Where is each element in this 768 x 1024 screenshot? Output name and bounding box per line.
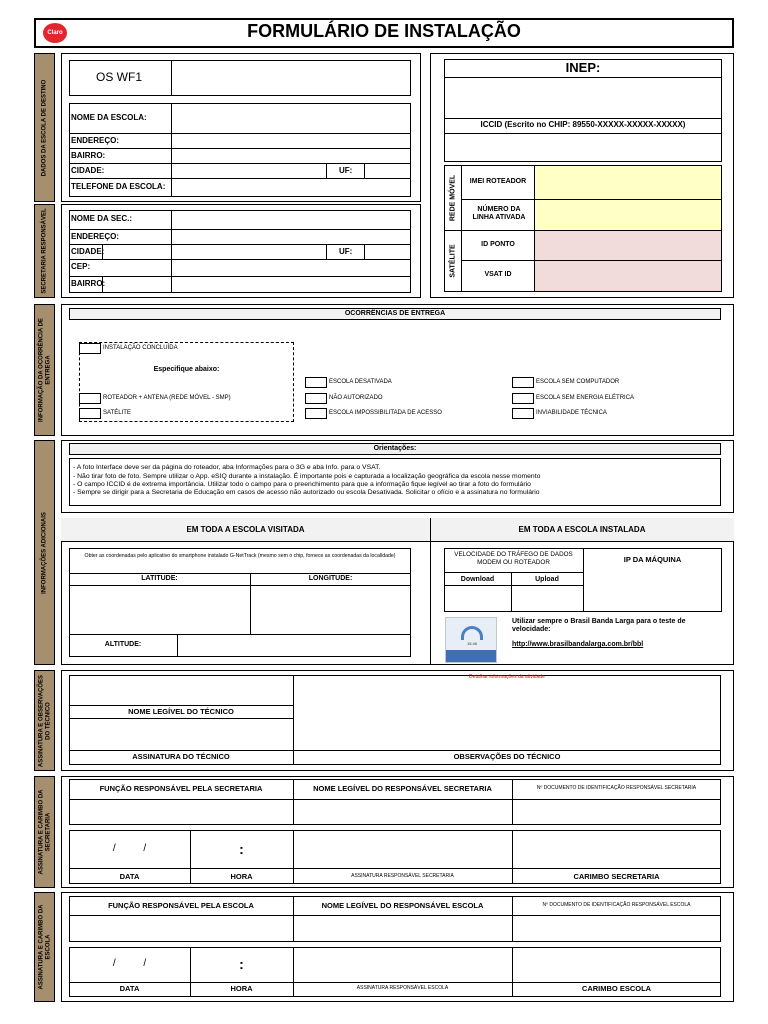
sec-data-label: DATA (119, 872, 140, 881)
numero-cell[interactable] (535, 200, 721, 230)
concluida-label: INSTALAÇÃO CONCLUÍDA (103, 345, 178, 351)
uf-label: UF: (339, 166, 353, 175)
esc-time-colon: : (239, 956, 244, 972)
esc-data-label: DATA (119, 984, 140, 993)
sec-funcao-label: FUNÇÃO RESPONSÁVEL PELA SECRETARIA (99, 784, 263, 793)
side-secretaria: SECRETARIA RESPONSÁVEL (34, 204, 55, 298)
instalada-title: EM TODA A ESCOLA INSTALADA (518, 525, 646, 534)
cidade-label: CIDADE: (71, 166, 105, 175)
tecnico-obs-label: OBSERVAÇÕES DO TÉCNICO (453, 752, 561, 761)
sec-hora-label: HORA (230, 872, 253, 881)
nome-escola-label: NOME DA ESCOLA: (71, 113, 147, 122)
orientacao-item: - Não tirar foto de foto. Sempre utilizar o App. eSIQ durante a instalação. É importante pois e capturada a localização geográfica da escola nesse momento (73, 473, 541, 480)
orientacoes-title: Orientações: (373, 445, 417, 452)
sem-computador-label: ESCOLA SEM COMPUTADOR (536, 379, 620, 385)
speedtest-thumbnail (445, 617, 497, 663)
tecnico-nome-label: NOME LEGÍVEL DO TÉCNICO (128, 707, 234, 716)
esc-hora-label: HORA (230, 984, 253, 993)
impossibilitada-checkbox[interactable] (305, 408, 327, 419)
longitude-label: LONGITUDE: (308, 575, 353, 582)
roteador-label: ROTEADOR + ANTENA (REDE MÓVEL - SMP) (103, 395, 231, 401)
orientacao-item: - Sempre se dirigir para a Secretaria de Educação em casos de acesso não autorizado ou escola Desativada. Solicitar o ofício e a assinatura no formulário (73, 489, 540, 496)
sem-energia-checkbox[interactable] (512, 393, 534, 404)
page-title: FORMULÁRIO DE INSTALAÇÃO (247, 21, 521, 41)
concluida-checkbox[interactable] (79, 343, 101, 354)
bairro-label: BAIRRO: (71, 151, 106, 160)
endereco-label: ENDEREÇO: (71, 136, 120, 145)
detalhar-label: Detalhar informações da atividade (469, 674, 545, 680)
visitada-title: EM TODA A ESCOLA VISITADA (186, 525, 305, 534)
side-esc-sign: ASSINATURA E CARIMBO DA ESCOLA (34, 892, 55, 1002)
inviabilidade-label: INVIABILIDADE TÉCNICA (536, 410, 607, 416)
esc-assinatura-label: ASSINATURA RESPONSÁVEL ESCOLA (356, 985, 449, 991)
impossibilitada-label: ESCOLA IMPOSSIBILITADA DE ACESSO (329, 410, 442, 416)
rede-movel-label: REDE MÓVEL (449, 174, 456, 221)
esc-doc-label: Nº DOCUMENTO DE IDENTIFICAÇÃO RESPONSÁVEL ESCOLA (542, 902, 691, 908)
ip-label: IP DA MÁQUINA (623, 555, 682, 564)
nao-autorizado-label: NÃO AUTORIZADO (329, 395, 383, 401)
side-dados-escola: DADOS DA ESCOLA DE DESTINO (34, 53, 55, 202)
sec-uf-label: UF: (339, 247, 353, 256)
numero-label: NÚMERO DA LINHA ATIVADA (472, 206, 526, 222)
inep-title: INEP: (565, 60, 601, 75)
side-ocorrencia: INFORMAÇÃO DA OCORRÊNCIA DE ENTREGA (34, 304, 55, 436)
id-ponto-label: ID PONTO (481, 241, 515, 248)
gauge-icon (461, 626, 483, 640)
coords-note: Obter as coordenadas pelo aplicativo do smartphone instalado G-NetTrack (mesmo sem o chip, fornece as coordenadas da localidade) (84, 553, 396, 559)
imei-cell[interactable] (535, 166, 721, 199)
desativada-label: ESCOLA DESATIVADA (329, 379, 392, 385)
sec-cep-label: CEP: (71, 262, 91, 271)
telefone-label: TELEFONE DA ESCOLA: (71, 182, 166, 191)
logo-text: Claro (47, 30, 63, 36)
especifique-label: Especifique abaixo: (153, 366, 220, 373)
orientacao-item: - A foto Interface deve ser da página do roteador, aba Informações para o 3G e aba Info. para o VSAT. (73, 464, 381, 471)
side-info-adicionais: INFORMAÇÕES ADICIONAIS (34, 440, 55, 665)
sec-endereco-label: ENDEREÇO: (71, 232, 120, 241)
desativada-checkbox[interactable] (305, 377, 327, 388)
nao-autorizado-checkbox[interactable] (305, 393, 327, 404)
iccid-label: ICCID (Escrito no CHIP: 89550-XXXXX-XXXXX-XXXXX) (480, 120, 686, 129)
sem-computador-checkbox[interactable] (512, 377, 534, 388)
esc-funcao-label: FUNÇÃO RESPONSÁVEL PELA ESCOLA (108, 901, 254, 910)
thumb-value: 15.46 (466, 641, 477, 646)
sec-nome-resp-label: NOME LEGÍVEL DO RESPONSÁVEL SECRETARIA (313, 784, 492, 793)
sec-time-colon: : (239, 841, 244, 857)
sec-cidade-label: CIDADE: (71, 247, 105, 256)
side-tecnico: ASSINATURA E OBSERVAÇÕES DO TÉCNICO (34, 670, 55, 771)
esc-nome-resp-label: NOME LEGÍVEL DO RESPONSÁVEL ESCOLA (321, 901, 484, 910)
bbl-link[interactable]: http://www.brasilbandalarga.com.br/bbl (512, 641, 644, 648)
inviabilidade-checkbox[interactable] (512, 408, 534, 419)
sec-carimbo-label: CARIMBO SECRETARIA (573, 872, 660, 881)
download-label: Download (460, 576, 495, 583)
latitude-label: LATITUDE: (141, 575, 178, 582)
tecnico-assinatura-label: ASSINATURA DO TÉCNICO (132, 752, 230, 761)
vsat-cell[interactable] (535, 261, 721, 291)
ocorrencia-title: OCORRÊNCIAS DE ENTREGA (344, 310, 446, 317)
orientacao-item: - O campo ICCID é de extrema importância. Utilizar todo o campo para o preenchimento para que a informação fique legível ao tirar a foto do formulário (73, 481, 531, 488)
altitude-label: ALTITUDE: (104, 641, 142, 648)
upload-label: Upload (535, 576, 559, 583)
sec-doc-label: Nº DOCUMENTO DE IDENTIFICAÇÃO RESPONSÁVEL SECRETARIA (536, 785, 697, 791)
sec-bairro-label: BAIRRO: (71, 279, 106, 288)
id-ponto-cell[interactable] (535, 231, 721, 260)
sec-date-slashes: / / (112, 843, 147, 854)
velocidade-label: VELOCIDADE DO TRÁFEGO DE DADOS MODEM OU ROTEADOR (454, 551, 573, 566)
roteador-checkbox[interactable] (79, 393, 101, 404)
sem-energia-label: ESCOLA SEM ENERGIA ELÉTRICA (536, 395, 635, 401)
satelite-opt-label: SATÉLITE (103, 410, 131, 416)
side-sec-sign: ASSINATURA E CARIMBO DA SECRETARIA (34, 776, 55, 888)
bbl-note: Utilizar sempre o Brasil Banda Larga para o teste de velocidade: (512, 618, 686, 634)
imei-label: IMEI ROTEADOR (469, 178, 527, 185)
esc-date-slashes: / / (112, 958, 147, 969)
os-label: OS WF1 (96, 70, 143, 84)
sec-assinatura-label: ASSINATURA RESPONSÁVEL SECRETARIA (351, 873, 454, 879)
satelite-label: SATÉLITE (449, 244, 456, 278)
esc-carimbo-label: CARIMBO ESCOLA (581, 984, 652, 993)
vsat-label: VSAT ID (484, 271, 512, 278)
satelite-checkbox[interactable] (79, 408, 101, 419)
sec-nome-label: NOME DA SEC.: (71, 214, 133, 223)
